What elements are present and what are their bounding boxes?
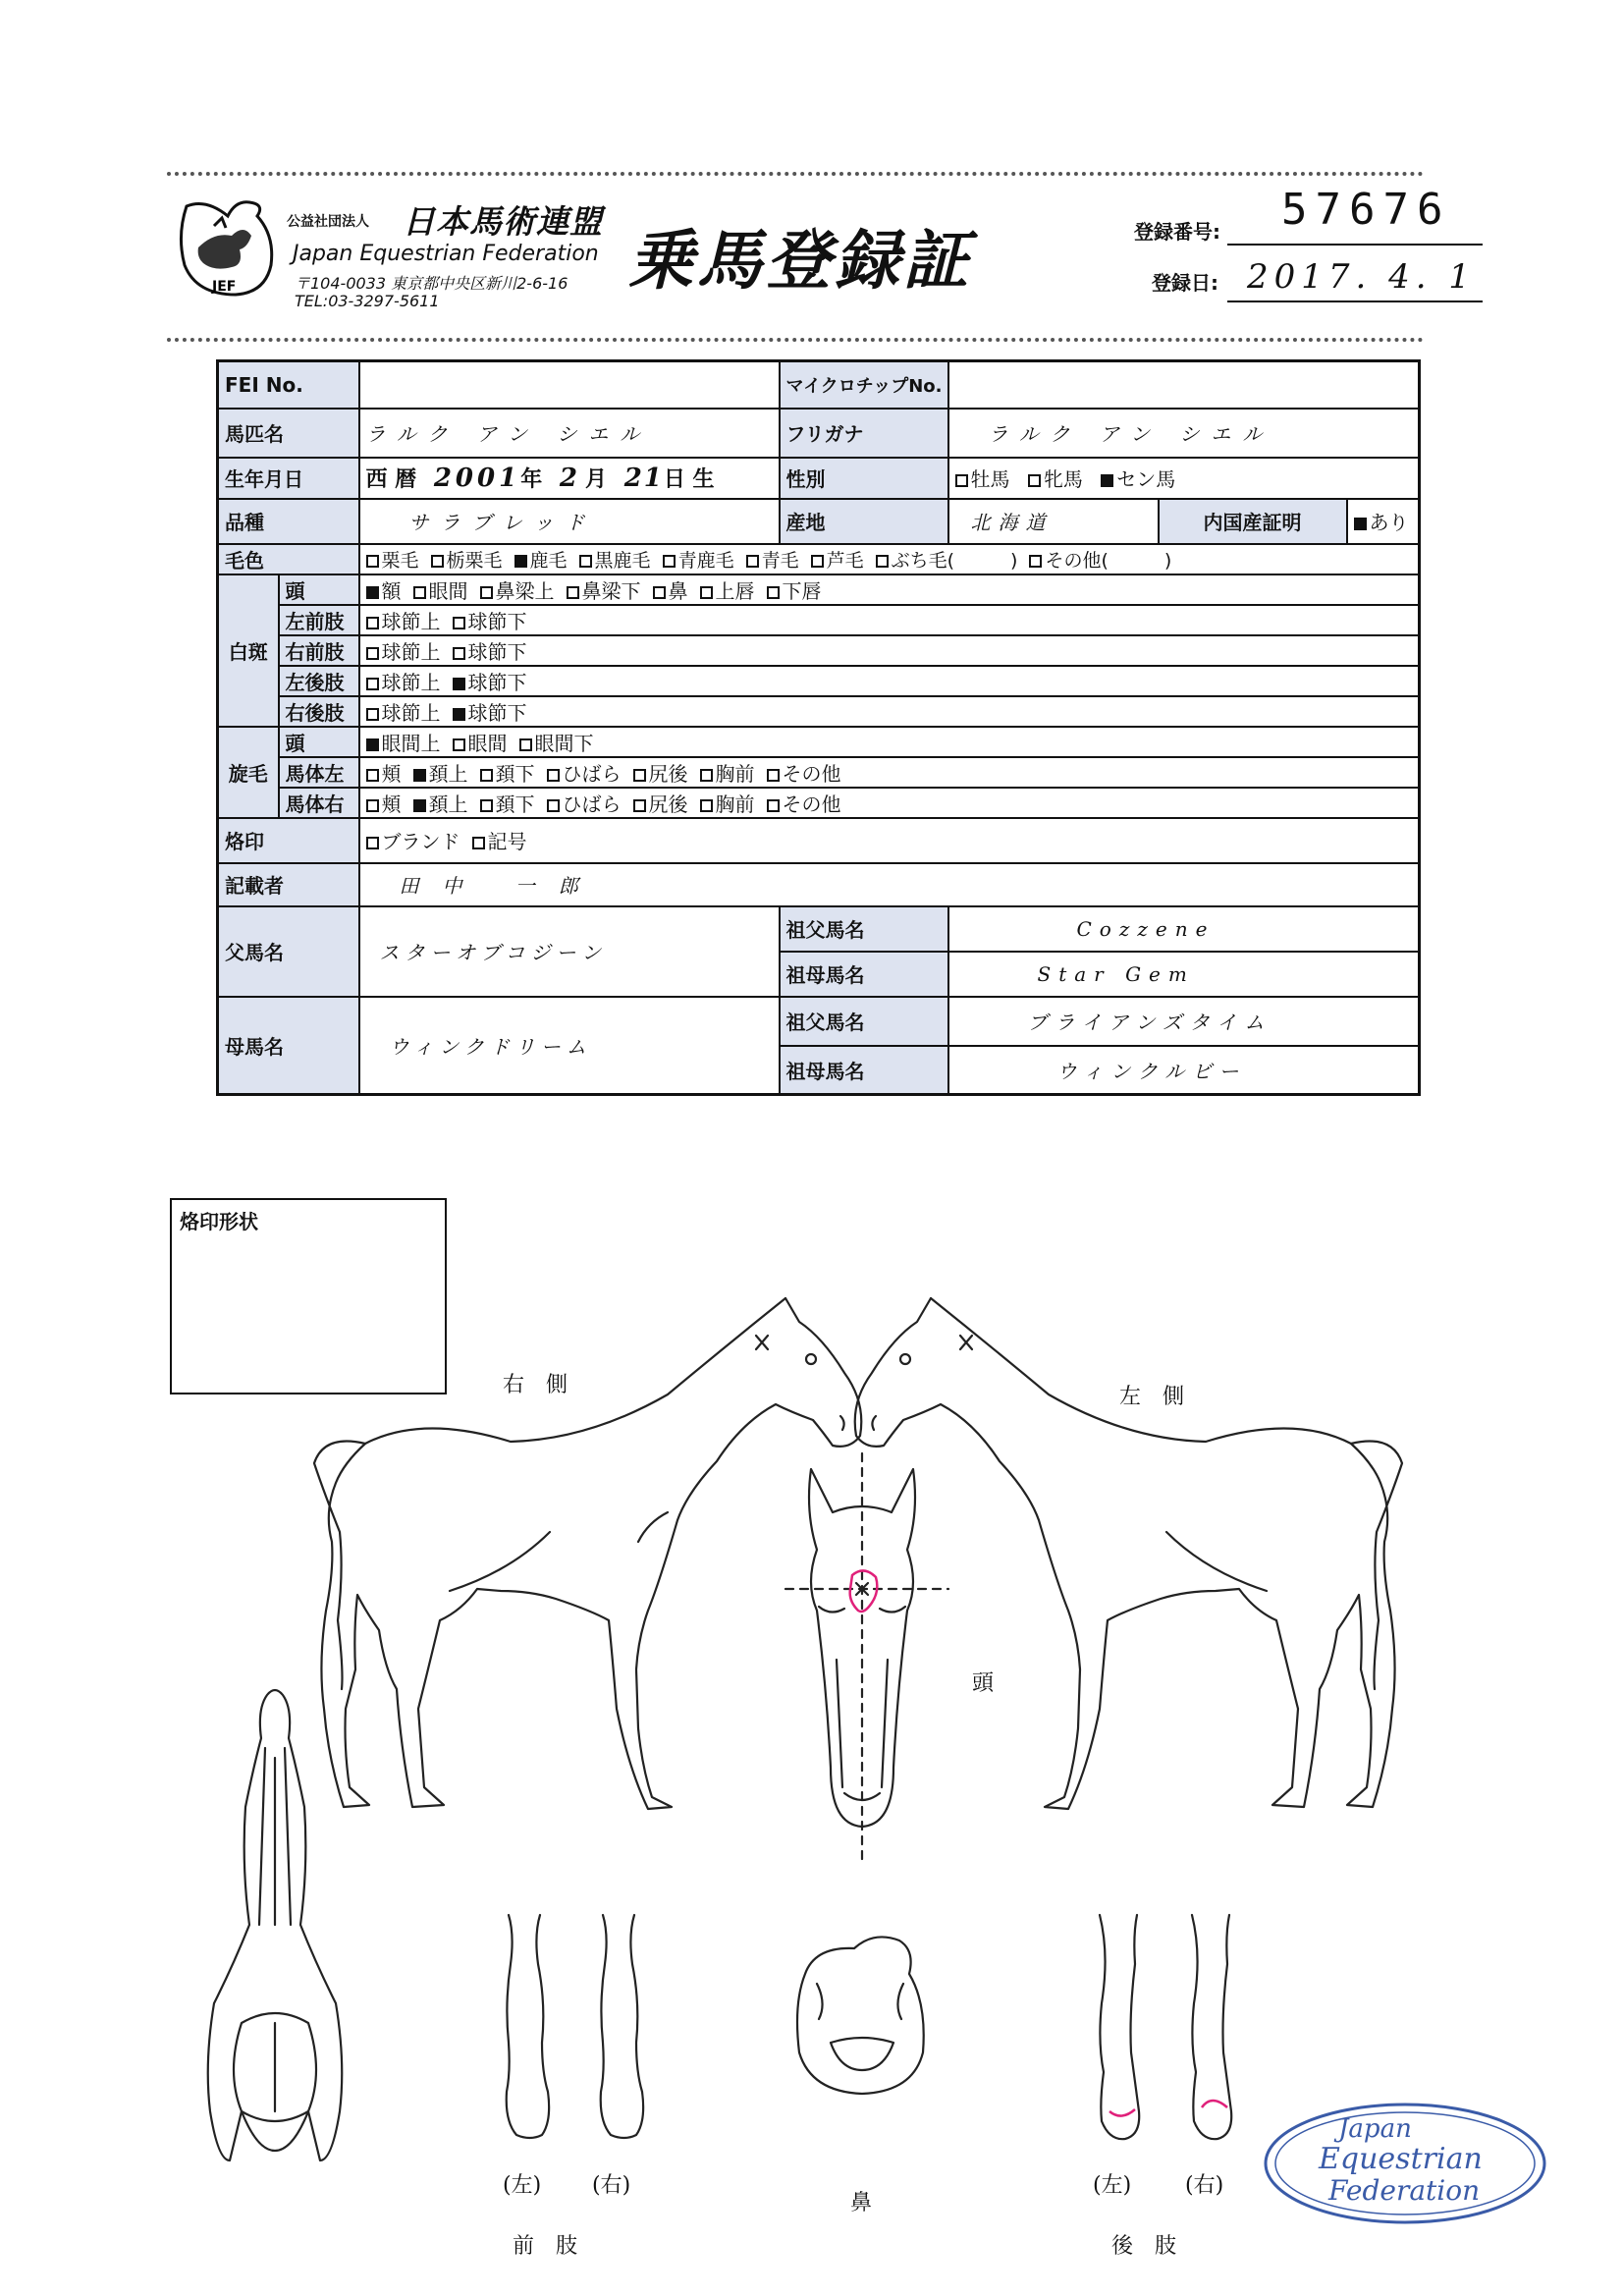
whorl-left-option-label-3: ひばら (562, 761, 622, 786)
whorl-left-option-label-5: 胸前 (715, 761, 755, 786)
recorder-label: 記載者 (218, 863, 359, 906)
whorl-head-option-label-2: 眼間下 (534, 731, 594, 755)
coat-option-label-5: 青毛 (761, 549, 799, 572)
furigana-value: ラルク アン シエル (948, 409, 1420, 458)
horse-head-front-drawing (785, 1453, 948, 1866)
right-side-label: 右 側 (503, 1373, 568, 1397)
white-head-option-label-1: 眼間 (428, 578, 468, 603)
sex-option-0-label: 牡馬 (970, 467, 1010, 491)
coat-option-label-3: 黒鹿毛 (594, 549, 651, 572)
right-hind-marking (1202, 2101, 1227, 2107)
front-legs-left-label: (左) (503, 2173, 542, 2198)
furigana-label: フリガナ (780, 409, 948, 458)
coat-option-label-8: その他( ) (1045, 549, 1172, 572)
whorl-right-option-label-3: ひばら (562, 792, 622, 816)
document-title: 乗馬登録証 (628, 223, 972, 299)
breed-value: サラブレッド (359, 499, 780, 544)
white-head-option-label-4: 鼻 (668, 578, 688, 603)
white-lf-option-label-0: 球節上 (381, 609, 441, 633)
whorl-part-1: 馬体左 (279, 757, 359, 788)
birth-era: 西 暦 (365, 467, 417, 492)
birth-label: 生年月日 (218, 458, 359, 499)
coat-option-label-1: 栃栗毛 (446, 549, 503, 572)
whorl-right-option-label-0: 頬 (381, 792, 402, 816)
dam-sire-value: ブライアンズタイム (948, 997, 1420, 1046)
sire-sire-value: Cozzene (948, 906, 1420, 952)
microchip-label: マイクロチップNo. (780, 361, 948, 409)
whorl-right-option-label-5: 胸前 (715, 792, 755, 816)
brand-option-label-1: 記号 (487, 830, 527, 853)
white-rf-option-label-1: 球節下 (467, 639, 527, 664)
white-rh-option-label-0: 球節上 (381, 700, 441, 725)
fei-label: FEI No. (218, 361, 359, 409)
horse-left-side-drawing (855, 1298, 1402, 1809)
sex-option-2-label: セン馬 (1116, 467, 1176, 491)
domestic-option-label: あり (1369, 511, 1409, 534)
breed-label: 品種 (218, 499, 359, 544)
front-legs-right-label: (右) (592, 2173, 631, 2198)
coat-option-label-6: 芦毛 (826, 549, 864, 572)
white-part-4: 右後肢 (279, 696, 359, 727)
whorl-right-option-label-6: その他 (782, 792, 841, 816)
whorl-part-0: 頭 (279, 727, 359, 757)
sire-label: 父馬名 (218, 906, 359, 997)
nose-drawing (797, 1937, 924, 2094)
brand-option-label-0: ブランド (381, 830, 460, 853)
whorl-right-option-label-4: 尻後 (648, 792, 688, 816)
whorl-left-option-label-6: その他 (782, 761, 841, 786)
org-type: 公益社団法人 (287, 214, 369, 230)
whorl-right-option-label-2: 頚下 (495, 792, 535, 816)
birth-month: 2 (559, 464, 585, 493)
dam-sire-label: 祖父馬名 (780, 997, 948, 1046)
sire-value: スターオブコジーン (359, 906, 780, 997)
hind-legs-left-label: (左) (1093, 2173, 1132, 2198)
whorl-right-option-label-1: 頚上 (428, 792, 468, 816)
white-lh-option-label-1: 球節下 (467, 670, 527, 694)
sire-dam-value: Star Gem (948, 952, 1420, 997)
org-name-jp: 日本馬術連盟 (403, 202, 603, 241)
whorl-head-option-label-0: 眼間上 (381, 731, 441, 755)
seal-text-3: Federation (1328, 2174, 1481, 2207)
coat-option-label-7: ぶち毛( ) (891, 549, 1018, 572)
origin-value: 北海道 (948, 499, 1159, 544)
seal-text-2: Equestrian (1319, 2142, 1483, 2176)
whorl-left-option-label-0: 頬 (381, 761, 402, 786)
birth-year-unit: 年 (520, 467, 543, 492)
name-label: 馬匹名 (218, 409, 359, 458)
white-part-2: 右前肢 (279, 635, 359, 666)
origin-label: 産地 (780, 499, 948, 544)
reg-number-value: 57676 (1281, 185, 1451, 235)
white-head-option-label-5: 上唇 (715, 578, 755, 603)
front-legs-label: 前 肢 (513, 2234, 578, 2259)
white-lh-option-label-0: 球節上 (381, 670, 441, 694)
dam-dam-value: ウィンクルビー (948, 1046, 1420, 1095)
white-part-0: 頭 (279, 574, 359, 605)
org-tel: TEL:03-3297-5611 (295, 292, 440, 310)
sire-dam-label: 祖母馬名 (780, 952, 948, 997)
whorl-left-option-label-2: 頚下 (495, 761, 535, 786)
org-address: 〒104-0033 東京都中央区新川2-6-16 (295, 274, 568, 293)
white-marking-annotations (850, 1570, 1227, 2115)
whorl-part-2: 馬体右 (279, 788, 359, 818)
birth-year: 2001 (433, 464, 521, 493)
head-label: 頭 (972, 1671, 995, 1696)
white-head-option-label-0: 額 (381, 578, 402, 603)
left-hind-marking (1109, 2109, 1135, 2116)
whorl-label: 旋毛 (218, 727, 279, 818)
sire-sire-label: 祖父馬名 (780, 906, 948, 952)
white-rh-option-label-1: 球節下 (467, 700, 527, 725)
recorder-value: 田中 一郎 (359, 863, 1420, 906)
white-head-option-label-3: 鼻梁下 (581, 578, 641, 603)
hind-legs-label: 後 肢 (1111, 2234, 1177, 2259)
whorl-left-option-label-4: 尻後 (648, 761, 688, 786)
horse-rear-view-drawing (208, 1690, 343, 2160)
left-side-label: 左 側 (1119, 1385, 1185, 1409)
reg-date-value: 2017. 4. 1 (1247, 257, 1477, 297)
nose-label: 鼻 (850, 2191, 873, 2215)
domestic-label: 内国産証明 (1159, 499, 1347, 544)
sex-label: 性別 (780, 458, 948, 499)
dam-value: ウィンクドリーム (359, 997, 780, 1095)
sex-option-1-label: 牝馬 (1043, 467, 1083, 491)
whorl-head-option-label-1: 眼間 (467, 731, 508, 755)
jef-seal-stamp (1260, 2098, 1550, 2229)
logo-text: JEF (212, 279, 237, 295)
horse-right-side-drawing (314, 1298, 861, 1809)
hind-legs-right-label: (右) (1185, 2173, 1224, 2198)
white-lf-option-label-1: 球節下 (467, 609, 527, 633)
birth-day: 21 (623, 464, 664, 493)
whorl-left-option-label-1: 頚上 (428, 761, 468, 786)
reg-number-label: 登録番号: (1134, 220, 1220, 244)
white-part-3: 左後肢 (279, 666, 359, 696)
dam-label: 母馬名 (218, 997, 359, 1095)
dam-dam-label: 祖母馬名 (780, 1046, 948, 1095)
birth-day-unit: 日 生 (663, 467, 715, 492)
white-rf-option-label-0: 球節上 (381, 639, 441, 664)
white-head-option-label-6: 下唇 (782, 578, 822, 603)
coat-option-label-4: 青鹿毛 (677, 549, 734, 572)
hind-legs-drawing (1100, 1915, 1231, 2139)
coat-option-label-0: 栗毛 (381, 549, 419, 572)
brand-label: 烙印 (218, 818, 359, 863)
reg-date-label: 登録日: (1152, 271, 1218, 295)
seal-text-1: Japan (1338, 2114, 1412, 2144)
coat-label: 毛色 (218, 544, 359, 574)
org-name-en: Japan Equestrian Federation (293, 242, 599, 266)
white-head-option-label-2: 鼻梁上 (495, 578, 555, 603)
brand-shape-label: 烙印形状 (180, 1210, 258, 1233)
birth-month-unit: 月 (585, 467, 608, 492)
white-label: 白斑 (218, 574, 279, 727)
coat-option-label-2: 鹿毛 (529, 549, 568, 572)
white-part-1: 左前肢 (279, 605, 359, 635)
name-value: ラルク アン シエル (359, 409, 780, 458)
front-legs-drawing (507, 1915, 643, 2138)
